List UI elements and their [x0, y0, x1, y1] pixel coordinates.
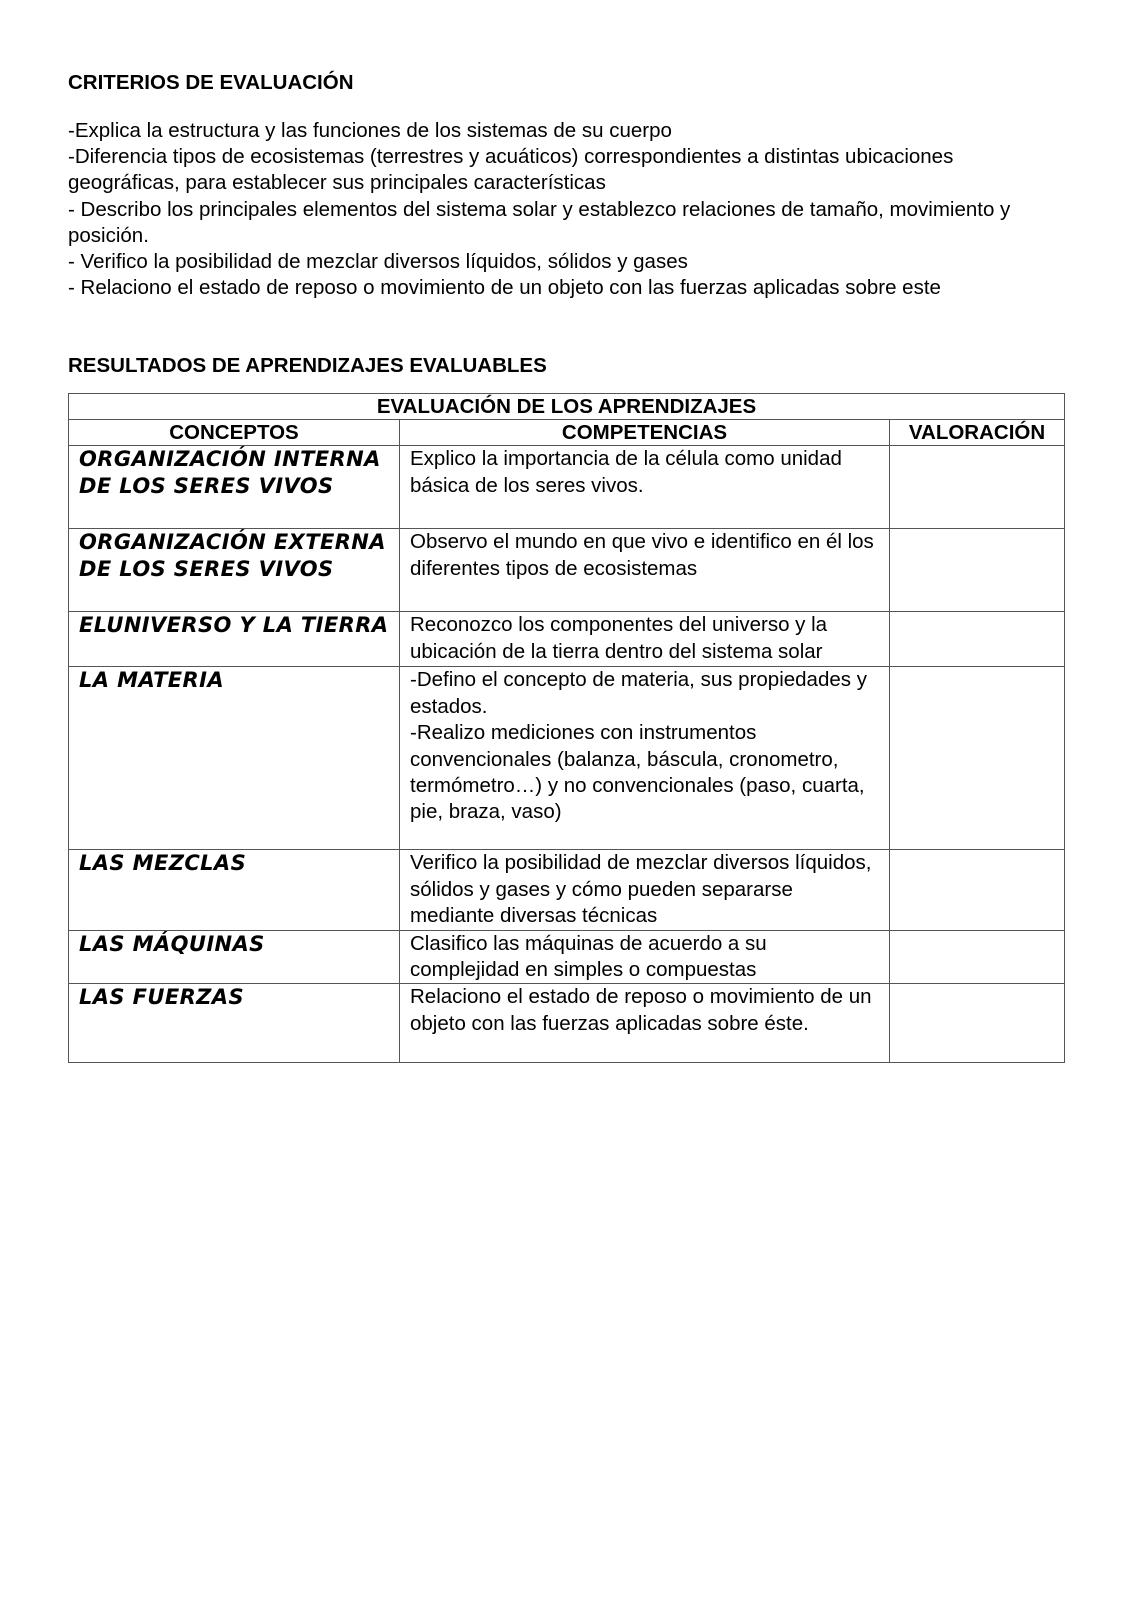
criteria-item: - Relaciono el estado de reposo o movimiento de un objeto con las fuerzas aplicadas sobre este — [68, 276, 941, 300]
table-row — [69, 446, 1065, 529]
competency-cell — [400, 667, 890, 850]
competency-cell — [400, 984, 890, 1063]
header-valoracion: VALORACIÓN — [890, 420, 1065, 446]
competency-text: Observo el mundo en que vivo e identifico en él los diferentes tipos de ecosistemas — [410, 530, 874, 580]
concept-cell: ORGANIZACIÓN INTERNA DE LOS SERES VIVOS — [69, 446, 400, 529]
competency-text: -Realizo mediciones con instrumentos convencionales (balanza, báscula, cronometro, termómetro…) y no convencionales (paso, cuarta, pie, braza, vaso) — [410, 721, 865, 824]
criteria-item: -Diferencia tipos de ecosistemas (terrestres y acuáticos) correspondientes a distintas ubicaciones geográficas, para establecer sus principales características — [68, 145, 954, 195]
competency-text: -Defino el concepto de materia, sus propiedades y estados. — [410, 668, 867, 718]
table-row — [69, 930, 1065, 984]
competency-cell — [400, 612, 890, 667]
table-header-row — [69, 420, 1065, 446]
rating-cell[interactable] — [890, 850, 1065, 930]
criteria-item: - Describo los principales elementos del sistema solar y establezco relaciones de tamaño, movimiento y posición. — [68, 197, 1011, 247]
rating-cell[interactable] — [890, 612, 1065, 667]
table-row — [69, 984, 1065, 1063]
evaluation-table — [68, 393, 1065, 1063]
competency-text: Verifico la posibilidad de mezclar diversos líquidos, sólidos y gases y cómo pueden separarse mediante diversas técnicas — [410, 851, 872, 928]
competency-cell — [400, 930, 890, 984]
concept-cell: LAS FUERZAS — [69, 984, 400, 1063]
criteria-list — [68, 118, 1064, 301]
competency-text: Reconozco los componentes del universo y la ubicación de la tierra dentro del sistema solar — [410, 613, 828, 663]
rating-cell[interactable] — [890, 529, 1065, 612]
criteria-item: -Explica la estructura y las funciones de los sistemas de su cuerpo — [68, 119, 672, 142]
table-row — [69, 667, 1065, 850]
header-competencias: COMPETENCIAS — [400, 420, 890, 446]
table-title: EVALUACIÓN DE LOS APRENDIZAJES — [69, 394, 1065, 420]
rating-cell[interactable] — [890, 667, 1065, 850]
table-row — [69, 850, 1065, 930]
concept-cell: ELUNIVERSO Y LA TIERRA — [69, 612, 400, 667]
header-conceptos: CONCEPTOS — [69, 420, 400, 446]
competency-text: Explico la importancia de la célula como unidad básica de los seres vivos. — [410, 447, 842, 497]
concept-cell: LA MATERIA — [69, 667, 400, 850]
rating-cell[interactable] — [890, 930, 1065, 984]
table-row — [69, 529, 1065, 612]
competency-cell — [400, 850, 890, 930]
criteria-item: - Verifico la posibilidad de mezclar diversos líquidos, sólidos y gases — [68, 250, 688, 274]
concept-cell: LAS MEZCLAS — [69, 850, 400, 930]
document-page — [68, 70, 1064, 1063]
table-title-row — [69, 394, 1065, 420]
rating-cell[interactable] — [890, 446, 1065, 529]
criteria-title: CRITERIOS DE EVALUACIÓN — [68, 71, 354, 94]
competency-text: Clasifico las máquinas de acuerdo a su complejidad en simples o compuestas — [410, 931, 767, 982]
competency-text: Relaciono el estado de reposo o movimiento de un objeto con las fuerzas aplicadas sobre éste. — [410, 985, 872, 1035]
rating-cell[interactable] — [890, 984, 1065, 1063]
concept-cell: LAS MÁQUINAS — [69, 930, 400, 984]
table-row — [69, 612, 1065, 667]
competency-cell — [400, 446, 890, 529]
concept-cell: ORGANIZACIÓN EXTERNA DE LOS SERES VIVOS — [69, 529, 400, 612]
results-title: RESULTADOS DE APRENDIZAJES EVALUABLES — [68, 354, 547, 378]
competency-cell — [400, 529, 890, 612]
